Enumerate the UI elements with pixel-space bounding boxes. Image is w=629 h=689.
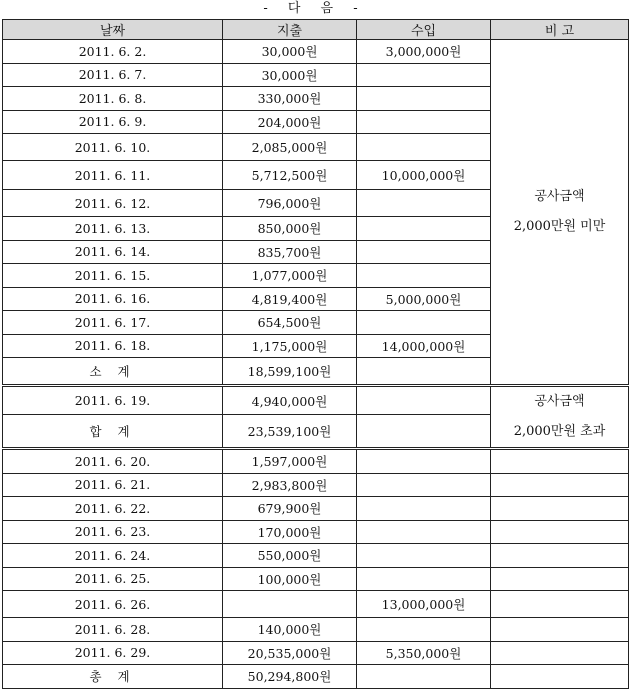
note-line: 2,000만원 초과 bbox=[513, 424, 606, 439]
note-line: 공사금액 bbox=[534, 394, 585, 409]
expense-cell: 100,000원 bbox=[223, 567, 357, 591]
note-cell bbox=[491, 665, 629, 689]
expense-cell: 20,535,000원 bbox=[223, 641, 357, 665]
table-row bbox=[3, 497, 629, 521]
note-cell bbox=[491, 641, 629, 665]
header-expense: 지출 bbox=[223, 20, 357, 40]
expense-cell: 330,000원 bbox=[223, 87, 357, 111]
expense-cell: 679,900원 bbox=[223, 497, 357, 521]
expense-cell: 1,077,000원 bbox=[223, 264, 357, 288]
income-cell bbox=[357, 87, 491, 111]
note-line: 공사금액 bbox=[534, 189, 585, 204]
expense-cell: 2,983,800원 bbox=[223, 473, 357, 497]
date-cell: 2011. 6. 2. bbox=[3, 40, 223, 64]
note-cell bbox=[491, 473, 629, 497]
date-cell: 2011. 6. 26. bbox=[3, 591, 223, 618]
date-cell: 2011. 6. 20. bbox=[3, 449, 223, 474]
date-cell: 2011. 6. 28. bbox=[3, 618, 223, 642]
expense-cell: 140,000원 bbox=[223, 618, 357, 642]
note-cell bbox=[491, 618, 629, 642]
expense-cell: 796,000원 bbox=[223, 190, 357, 217]
expense-cell: 204,000원 bbox=[223, 110, 357, 134]
income-cell bbox=[357, 110, 491, 134]
expense-cell: 850,000원 bbox=[223, 217, 357, 241]
note-cell bbox=[491, 544, 629, 568]
table-row bbox=[3, 618, 629, 642]
subtotal-label: 소 계 bbox=[3, 358, 223, 386]
grand-total-income bbox=[357, 665, 491, 689]
date-cell: 2011. 6. 17. bbox=[3, 311, 223, 335]
table-row bbox=[3, 40, 629, 64]
expense-cell: 5,712,500원 bbox=[223, 161, 357, 190]
expense-cell: 30,000원 bbox=[223, 40, 357, 64]
grand-total-expense: 50,294,800원 bbox=[223, 665, 357, 689]
total-expense: 23,539,100원 bbox=[223, 415, 357, 449]
income-cell: 5,350,000원 bbox=[357, 641, 491, 665]
income-cell bbox=[357, 190, 491, 217]
date-cell: 2011. 6. 15. bbox=[3, 264, 223, 288]
expense-cell: 1,597,000원 bbox=[223, 449, 357, 474]
header-row bbox=[3, 20, 629, 40]
table-row bbox=[3, 544, 629, 568]
income-cell bbox=[357, 240, 491, 264]
income-cell bbox=[357, 544, 491, 568]
subtotal-expense: 18,599,100원 bbox=[223, 358, 357, 386]
total-income bbox=[357, 415, 491, 449]
income-cell bbox=[357, 497, 491, 521]
expense-cell: 30,000원 bbox=[223, 63, 357, 87]
expense-cell: 170,000원 bbox=[223, 520, 357, 544]
date-cell: 2011. 6. 29. bbox=[3, 641, 223, 665]
income-cell: 14,000,000원 bbox=[357, 334, 491, 358]
date-cell: 2011. 6. 13. bbox=[3, 217, 223, 241]
subtotal-income bbox=[357, 358, 491, 386]
income-cell bbox=[357, 520, 491, 544]
date-cell: 2011. 6. 18. bbox=[3, 334, 223, 358]
table-row bbox=[3, 520, 629, 544]
income-cell bbox=[357, 264, 491, 288]
note-cell bbox=[491, 497, 629, 521]
note-cell bbox=[491, 520, 629, 544]
note-cell-under-20m bbox=[491, 40, 629, 386]
date-cell: 2011. 6. 19. bbox=[3, 386, 223, 415]
table-row bbox=[3, 641, 629, 665]
income-cell bbox=[357, 618, 491, 642]
header-date: 날짜 bbox=[3, 20, 223, 40]
expense-cell: 2,085,000원 bbox=[223, 134, 357, 161]
ledger-table bbox=[2, 19, 629, 689]
note-cell bbox=[491, 449, 629, 474]
date-cell: 2011. 6. 9. bbox=[3, 110, 223, 134]
expense-cell: 4,940,000원 bbox=[223, 386, 357, 415]
document-heading: - 다 음 - bbox=[263, 1, 366, 16]
income-cell bbox=[357, 217, 491, 241]
date-cell: 2011. 6. 12. bbox=[3, 190, 223, 217]
expense-cell: 4,819,400원 bbox=[223, 287, 357, 311]
income-cell: 13,000,000원 bbox=[357, 591, 491, 618]
expense-cell: 550,000원 bbox=[223, 544, 357, 568]
table-row bbox=[3, 386, 629, 415]
date-cell: 2011. 6. 16. bbox=[3, 287, 223, 311]
note-cell bbox=[491, 567, 629, 591]
header-note: 비 고 bbox=[491, 20, 629, 40]
income-cell bbox=[357, 134, 491, 161]
date-cell: 2011. 6. 23. bbox=[3, 520, 223, 544]
expense-cell: 1,175,000원 bbox=[223, 334, 357, 358]
date-cell: 2011. 6. 14. bbox=[3, 240, 223, 264]
income-cell: 3,000,000원 bbox=[357, 40, 491, 64]
expense-cell: 654,500원 bbox=[223, 311, 357, 335]
income-cell bbox=[357, 449, 491, 474]
expense-cell: 835,700원 bbox=[223, 240, 357, 264]
date-cell: 2011. 6. 21. bbox=[3, 473, 223, 497]
table-row bbox=[3, 591, 629, 618]
date-cell: 2011. 6. 24. bbox=[3, 544, 223, 568]
grand-total-label: 총 계 bbox=[3, 665, 223, 689]
expense-cell bbox=[223, 591, 357, 618]
income-cell bbox=[357, 311, 491, 335]
note-cell-over-20m bbox=[491, 386, 629, 449]
grand-total-row bbox=[3, 665, 629, 689]
table-row bbox=[3, 567, 629, 591]
income-cell: 10,000,000원 bbox=[357, 161, 491, 190]
date-cell: 2011. 6. 10. bbox=[3, 134, 223, 161]
note-cell bbox=[491, 591, 629, 618]
income-cell bbox=[357, 567, 491, 591]
table-row bbox=[3, 449, 629, 474]
table-row bbox=[3, 473, 629, 497]
note-line: 2,000만원 미만 bbox=[513, 219, 606, 234]
income-cell bbox=[357, 473, 491, 497]
income-cell: 5,000,000원 bbox=[357, 287, 491, 311]
header-income: 수입 bbox=[357, 20, 491, 40]
income-cell bbox=[357, 386, 491, 415]
income-cell bbox=[357, 63, 491, 87]
date-cell: 2011. 6. 22. bbox=[3, 497, 223, 521]
date-cell: 2011. 6. 7. bbox=[3, 63, 223, 87]
date-cell: 2011. 6. 11. bbox=[3, 161, 223, 190]
date-cell: 2011. 6. 25. bbox=[3, 567, 223, 591]
date-cell: 2011. 6. 8. bbox=[3, 87, 223, 111]
total-label: 합 계 bbox=[3, 415, 223, 449]
